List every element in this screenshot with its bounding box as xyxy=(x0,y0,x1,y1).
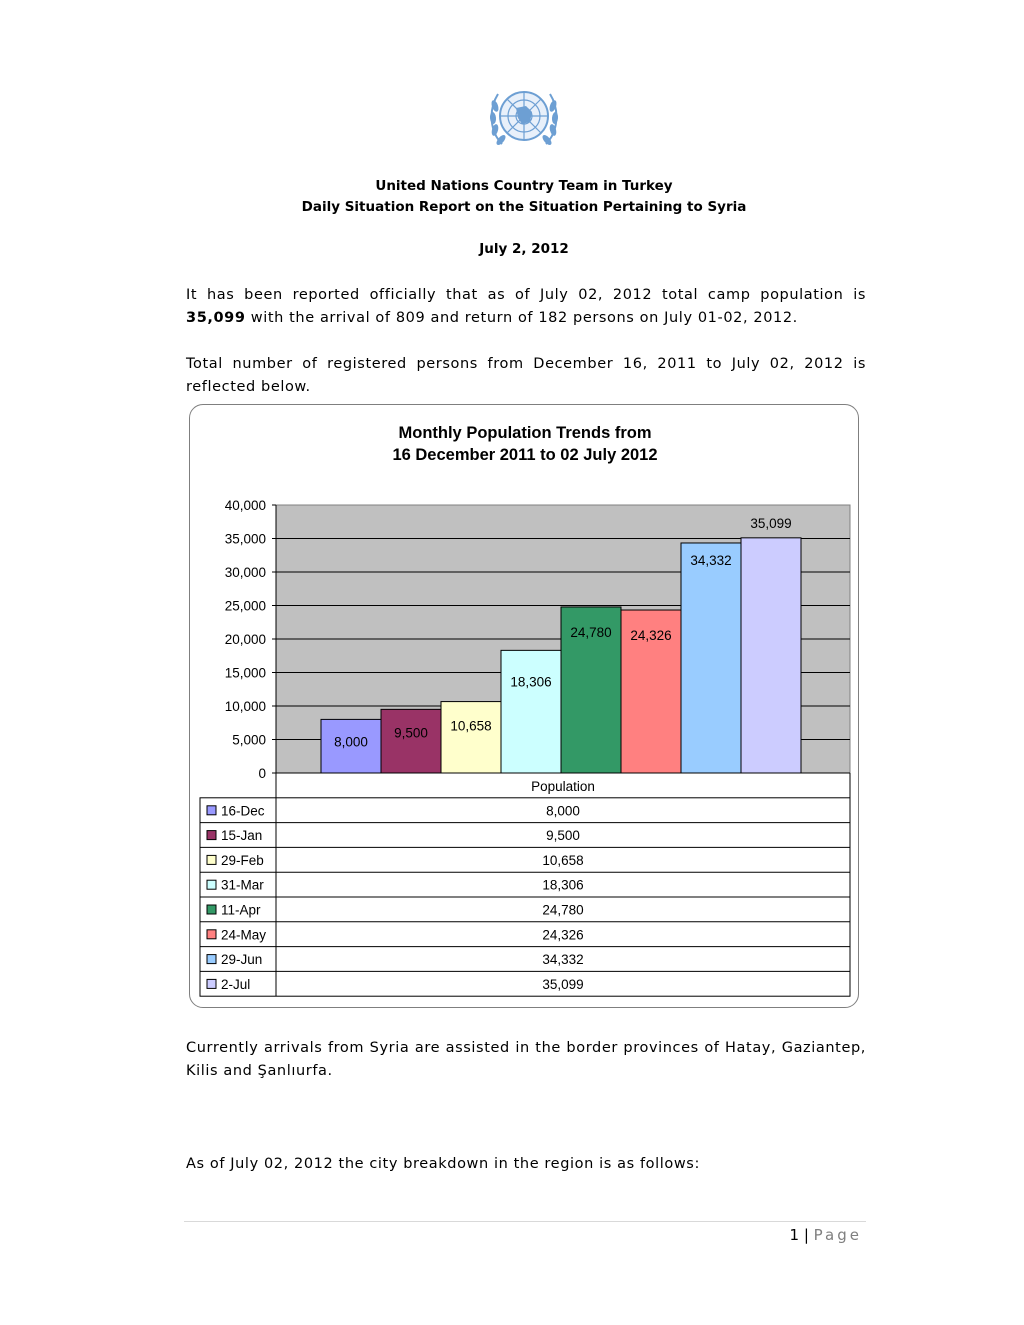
legend-swatch-16-dec xyxy=(207,806,216,815)
footer-divider xyxy=(184,1221,866,1222)
data-label: 35,099 xyxy=(750,515,792,531)
paragraph-camp-population xyxy=(186,284,866,330)
paragraph-text-after: with the arrival of 809 and return of 182 persons on July 01-02, 2012. xyxy=(245,310,798,326)
page-label: Page xyxy=(813,1226,862,1244)
y-tick-label: 0 xyxy=(258,766,266,781)
y-tick-label: 40,000 xyxy=(224,498,266,513)
legend-label: 24-May xyxy=(221,927,267,943)
data-table-header: Population xyxy=(531,779,595,794)
legend-swatch-15-jan xyxy=(207,831,216,840)
legend-swatch-11-apr xyxy=(207,905,216,914)
y-tick-label: 35,000 xyxy=(224,531,266,547)
legend-label: 15-Jan xyxy=(221,828,263,844)
y-tick-label: 30,000 xyxy=(224,565,266,580)
page-number-footer xyxy=(790,1226,863,1244)
un-emblem-logo xyxy=(486,84,562,154)
report-subtitle: Daily Situation Report on the Situation Pertaining to Syria xyxy=(301,199,747,215)
report-date: July 2, 2012 xyxy=(479,241,569,257)
page-separator: | xyxy=(803,1226,809,1244)
data-label: 24,326 xyxy=(630,628,672,644)
y-tick-label: 5,000 xyxy=(232,732,266,748)
bar-29-jun xyxy=(681,543,741,773)
legend-swatch-31-mar xyxy=(207,880,216,889)
legend-label: 29-Feb xyxy=(221,852,264,868)
population-chart xyxy=(189,404,859,1008)
total-population-value: 35,099 xyxy=(186,310,246,326)
report-org-title: United Nations Country Team in Turkey xyxy=(375,178,673,194)
data-table-value: 35,099 xyxy=(542,976,584,992)
data-label: 9,500 xyxy=(394,725,428,741)
legend-label: 2-Jul xyxy=(221,976,251,992)
legend-swatch-24-may xyxy=(207,930,216,939)
legend-swatch-29-feb xyxy=(207,855,216,864)
legend-swatch-29-jun xyxy=(207,955,216,964)
data-table-value: 10,658 xyxy=(542,852,584,868)
legend-label: 31-Mar xyxy=(221,877,264,893)
bar-15-jan xyxy=(381,709,441,773)
legend-swatch-2-jul xyxy=(207,979,216,988)
data-label: 8,000 xyxy=(334,734,368,750)
legend-label: 16-Dec xyxy=(221,803,265,819)
data-table-value: 24,780 xyxy=(542,902,584,918)
chart-title-line1: Monthly Population Trends from xyxy=(398,424,652,442)
bar-31-mar xyxy=(501,650,561,773)
data-label: 34,332 xyxy=(690,552,732,568)
paragraph-border-provinces: Currently arrivals from Syria are assisted in the border provinces of Hatay, Gaziantep, Kilis and Şanlıurfa. xyxy=(186,1040,866,1079)
page-number: 1 xyxy=(789,1226,800,1244)
paragraph-registered-total: Total number of registered persons from December 16, 2011 to July 02, 2012 is reflected below. xyxy=(186,356,866,395)
data-label: 24,780 xyxy=(570,624,612,640)
y-tick-label: 20,000 xyxy=(224,632,266,647)
data-table-value: 34,332 xyxy=(542,952,584,968)
y-tick-label: 25,000 xyxy=(224,598,266,614)
paragraph-city-breakdown: As of July 02, 2012 the city breakdown in the region is as follows: xyxy=(186,1156,700,1172)
y-tick-label: 10,000 xyxy=(224,699,266,714)
legend-label: 29-Jun xyxy=(221,952,263,968)
data-label: 10,658 xyxy=(450,718,492,734)
bar-29-feb xyxy=(441,702,501,773)
data-label: 18,306 xyxy=(510,674,552,690)
chart-title-line2: 16 December 2011 to 02 July 2012 xyxy=(392,446,658,464)
paragraph-text-before: It has been reported officially that as of July 02, 2012 total camp population is xyxy=(186,287,866,303)
data-table-value: 18,306 xyxy=(542,877,584,893)
legend-label: 11-Apr xyxy=(221,902,261,918)
data-table-value: 9,500 xyxy=(546,828,580,844)
chart-plot xyxy=(190,405,858,1007)
data-table-value: 8,000 xyxy=(546,803,580,819)
data-table-value: 24,326 xyxy=(542,927,584,943)
bar-2-jul xyxy=(741,538,801,773)
y-tick-label: 15,000 xyxy=(224,665,266,681)
